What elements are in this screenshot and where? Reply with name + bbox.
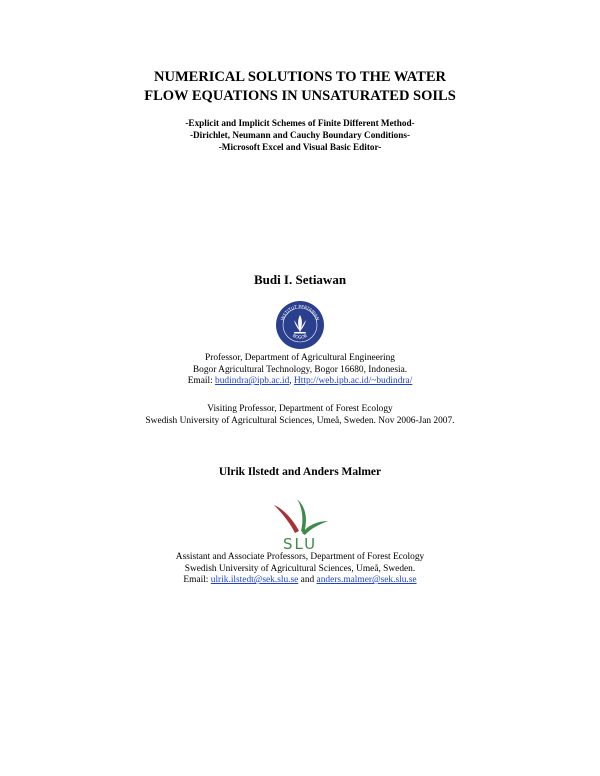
email-link-malmer[interactable]: anders.malmer@sek.slu.se <box>316 575 417 586</box>
email-conjunction: and <box>298 575 317 586</box>
affiliation-line-2: Bogor Agricultural Technology, Bogor 16680, Indonesia. <box>192 364 408 375</box>
homepage-link[interactable]: Http://web.ipb.ac.id/~budindra/ <box>293 376 413 387</box>
subtitle-line-2: -Dirichlet, Neumann and Cauchy Boundary Conditions- <box>189 130 411 140</box>
author-name: Budi I. Setiawan <box>253 272 347 287</box>
co-affiliation-contact <box>0 575 600 587</box>
title-line-2: FLOW EQUATIONS IN UNSATURATED SOILS <box>144 88 456 104</box>
visiting-affiliation <box>0 404 600 427</box>
title-line-1: NUMERICAL SOLUTIONS TO THE WATER <box>154 69 446 85</box>
slu-logo-text: SLU <box>282 535 318 551</box>
email-link[interactable]: budindra@ipb.ac.id <box>215 376 290 387</box>
email-link-ilstedt[interactable]: ulrik.ilstedt@sek.slu.se <box>210 575 299 586</box>
co-affiliation-line-1: Assistant and Associate Professors, Department of Forest Ecology <box>175 552 425 562</box>
document-title <box>0 68 600 106</box>
contact-separator: , <box>289 376 294 387</box>
email-label: Email: <box>187 376 216 387</box>
slu-logo-icon <box>268 495 332 551</box>
co-authors-affiliation <box>0 552 600 587</box>
affiliation-contact <box>0 376 600 388</box>
subtitle-line-1: -Explicit and Implicit Schemes of Finite Different Method- <box>185 118 415 128</box>
affiliation-line-1: Professor, Department of Agricultural Engineering <box>205 353 395 363</box>
visiting-line-1: Visiting Professor, Department of Forest Ecology <box>207 404 393 414</box>
author-affiliation <box>0 353 600 388</box>
subtitle-line-3: -Microsoft Excel and Visual Basic Editor- <box>218 142 382 152</box>
visiting-line-2: Swedish University of Agricultural Sciences, Umeå, Sweden. Nov 2006-Jan 2007. <box>145 415 455 426</box>
co-authors-names: Ulrik Ilstedt and Anders Malmer <box>218 466 382 478</box>
document-subtitle <box>0 117 600 153</box>
co-affiliation-line-2: Swedish University of Agricultural Sciences, Umeå, Sweden. <box>184 563 416 574</box>
ipb-logo-text-top: INSTITUT PERTANIAN <box>280 304 320 322</box>
ipb-logo-text-bottom: BOGOR <box>291 333 309 341</box>
ipb-logo-icon <box>275 300 325 350</box>
co-email-label: Email: <box>183 575 211 586</box>
